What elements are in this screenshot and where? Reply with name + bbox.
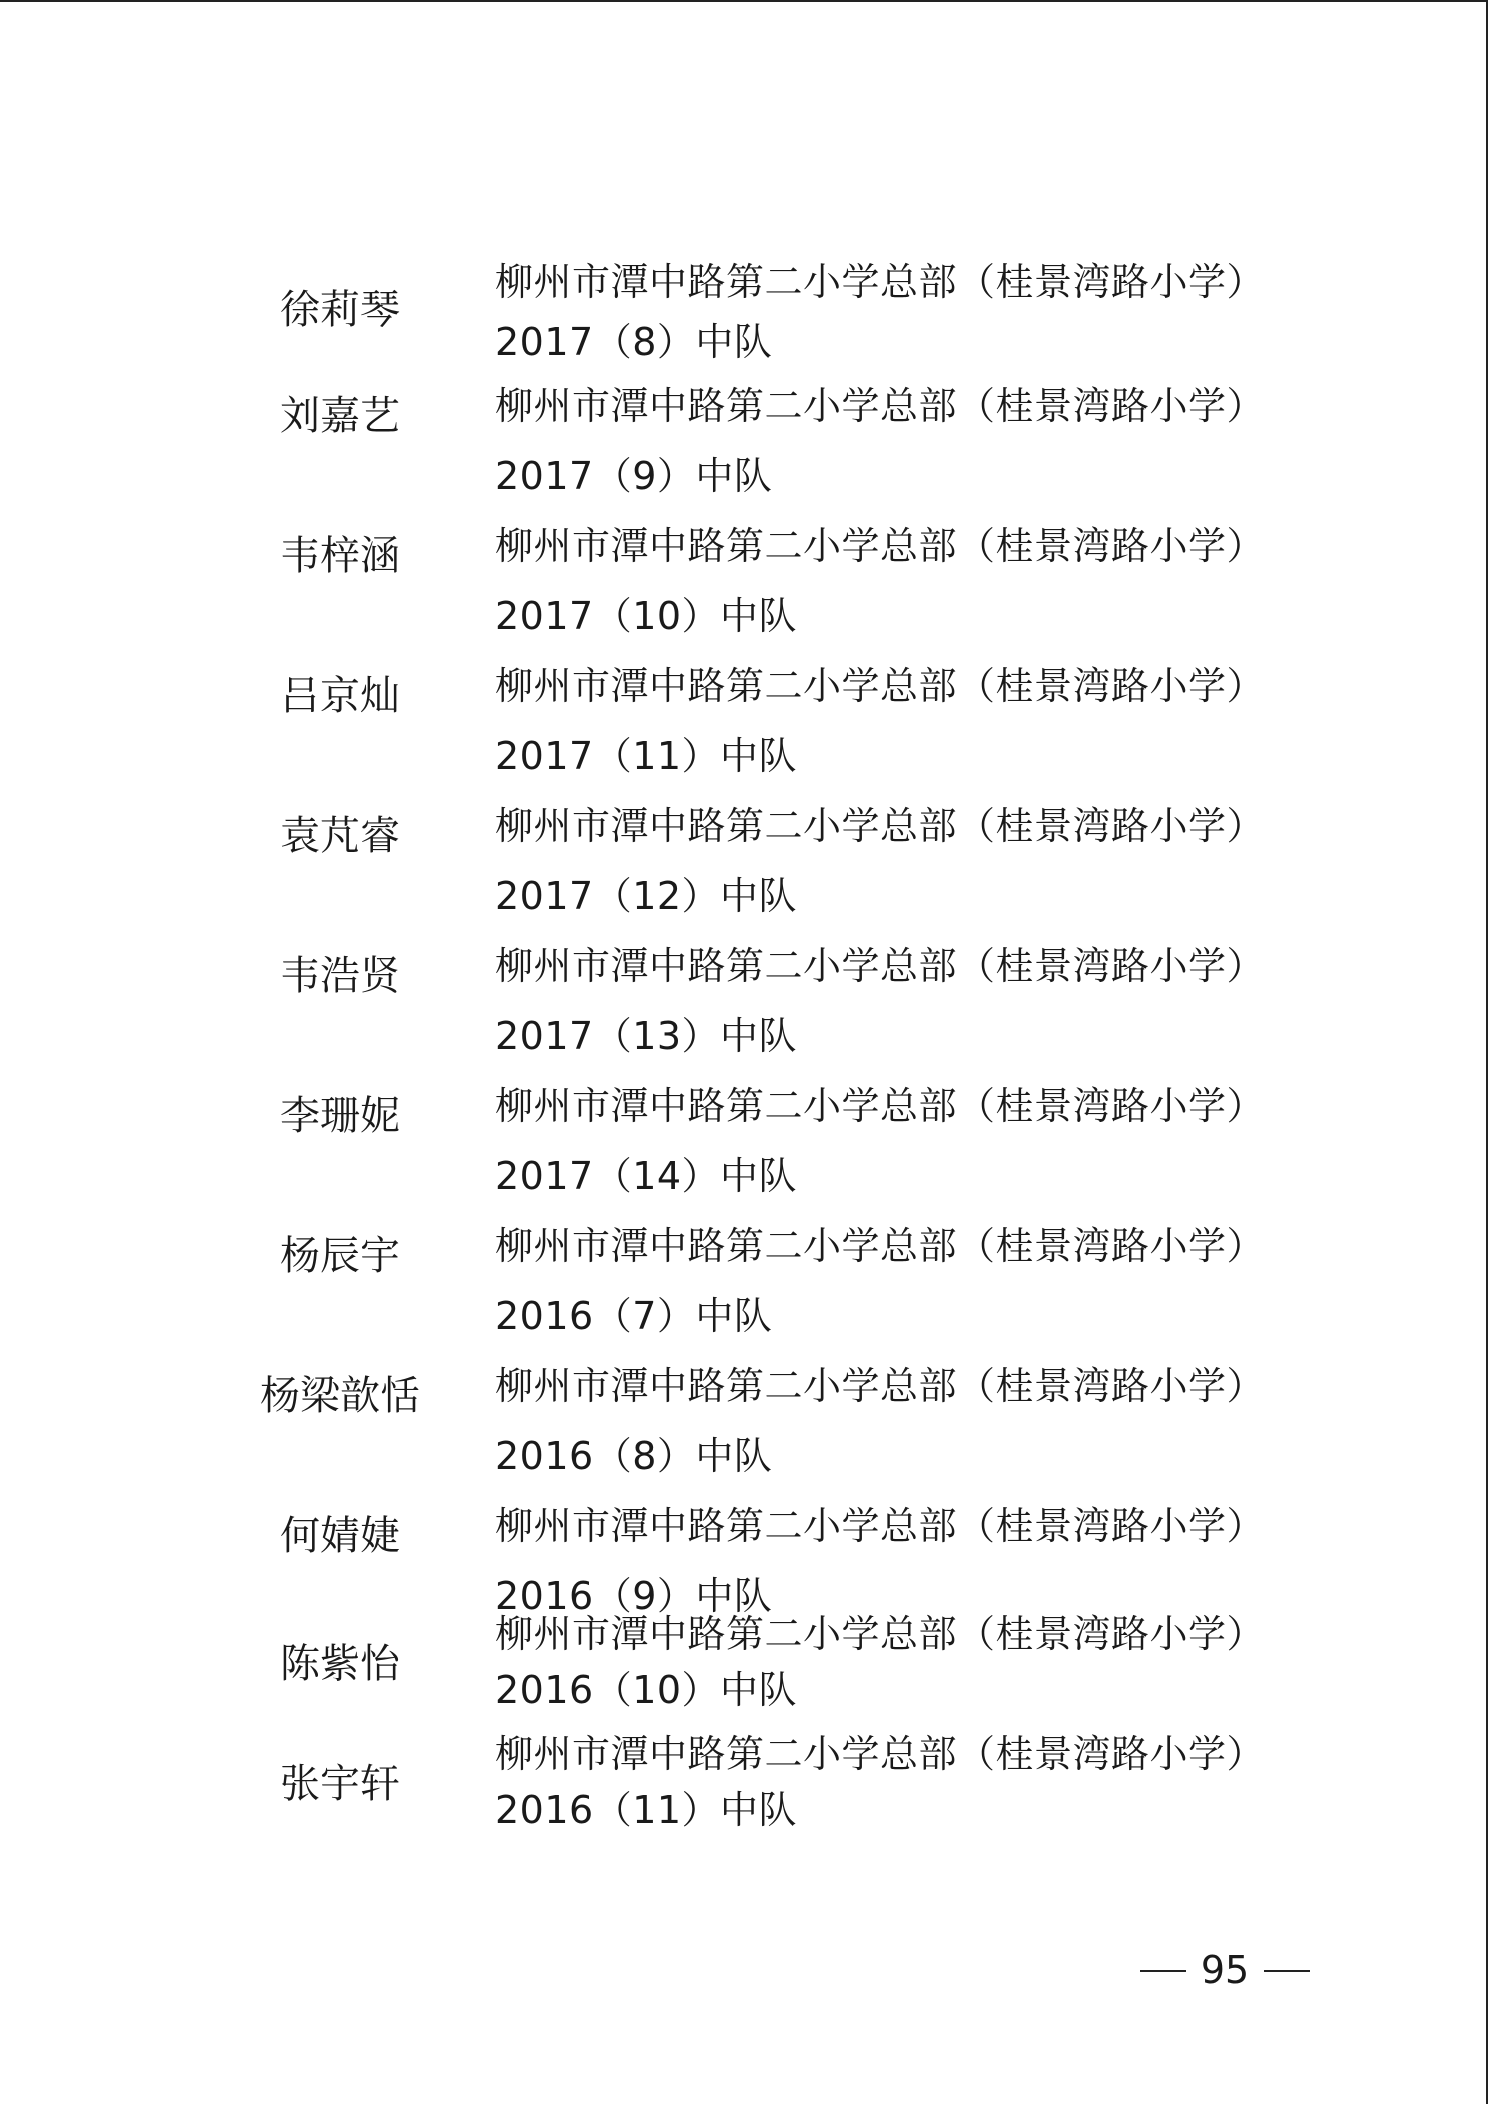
list-entry	[0, 800, 1488, 930]
class-name: 2016（8）中队	[495, 1434, 773, 1478]
footer-dash-right	[1264, 1970, 1310, 1972]
school-name: 柳州市潭中路第二小学总部（桂景湾路小学）	[495, 664, 1266, 708]
list-entry	[0, 380, 1488, 510]
student-name: 韦梓涵	[280, 533, 400, 579]
school-name: 柳州市潭中路第二小学总部（桂景湾路小学）	[495, 524, 1266, 568]
student-name: 杨梁歆恬	[260, 1373, 420, 1419]
school-name: 柳州市潭中路第二小学总部（桂景湾路小学）	[495, 804, 1266, 848]
list-entry	[0, 1360, 1488, 1490]
class-name: 2016（9）中队	[495, 1574, 773, 1618]
school-name: 柳州市潭中路第二小学总部（桂景湾路小学）	[495, 1732, 1266, 1776]
student-name: 吕京灿	[280, 673, 400, 719]
class-name: 2017（11）中队	[495, 734, 798, 778]
class-name: 2016（11）中队	[495, 1788, 798, 1832]
list-entry	[0, 1732, 1488, 1888]
school-name: 柳州市潭中路第二小学总部（桂景湾路小学）	[495, 1612, 1266, 1656]
student-name: 何婧婕	[280, 1513, 400, 1559]
footer-dash-left	[1140, 1970, 1186, 1972]
class-name: 2017（8）中队	[495, 320, 773, 364]
class-name: 2017（13）中队	[495, 1014, 798, 1058]
list-entry	[0, 940, 1488, 1070]
student-name: 杨辰宇	[280, 1233, 400, 1279]
class-name: 2017（10）中队	[495, 594, 798, 638]
school-name: 柳州市潭中路第二小学总部（桂景湾路小学）	[495, 944, 1266, 988]
class-name: 2016（7）中队	[495, 1294, 773, 1338]
list-entry	[0, 520, 1488, 650]
class-name: 2017（14）中队	[495, 1154, 798, 1198]
school-name: 柳州市潭中路第二小学总部（桂景湾路小学）	[495, 1084, 1266, 1128]
list-entry	[0, 1220, 1488, 1350]
student-name: 陈紫怡	[280, 1641, 400, 1687]
list-entry	[0, 1500, 1488, 1630]
student-name: 徐莉琴	[280, 287, 400, 333]
student-name: 李珊妮	[280, 1093, 400, 1139]
school-name: 柳州市潭中路第二小学总部（桂景湾路小学）	[495, 1504, 1266, 1548]
class-name: 2016（10）中队	[495, 1668, 798, 1712]
school-name: 柳州市潭中路第二小学总部（桂景湾路小学）	[495, 1364, 1266, 1408]
list-entry	[0, 250, 1488, 380]
page-number: 95	[1200, 1948, 1250, 1992]
student-name: 张宇轩	[280, 1761, 400, 1807]
school-name: 柳州市潭中路第二小学总部（桂景湾路小学）	[495, 384, 1266, 428]
class-name: 2017（9）中队	[495, 454, 773, 498]
page-footer	[1140, 1948, 1310, 1992]
list-entry	[0, 660, 1488, 790]
school-name: 柳州市潭中路第二小学总部（桂景湾路小学）	[495, 260, 1266, 304]
student-name: 韦浩贤	[280, 953, 400, 999]
class-name: 2017（12）中队	[495, 874, 798, 918]
top-border-line	[0, 0, 1488, 2]
school-name: 柳州市潭中路第二小学总部（桂景湾路小学）	[495, 1224, 1266, 1268]
student-name: 刘嘉艺	[280, 393, 400, 439]
list-entry	[0, 1080, 1488, 1210]
student-name: 袁芃睿	[280, 813, 400, 859]
